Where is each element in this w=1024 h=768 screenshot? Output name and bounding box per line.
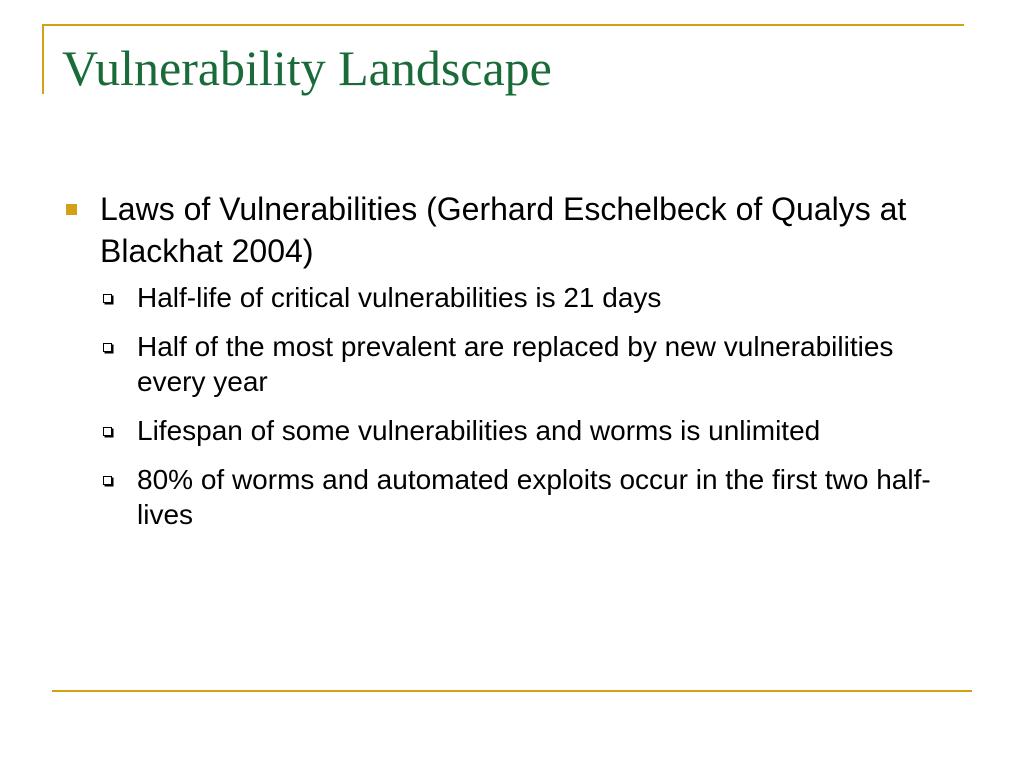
sub-bullet-text: 80% of worms and automated exploits occur in the first two half-lives — [137, 464, 931, 530]
hollow-square-bullet-icon — [103, 476, 112, 485]
hollow-square-bullet-icon — [103, 294, 112, 303]
sub-bullet-item — [62, 280, 962, 315]
sub-bullet-item — [62, 413, 962, 448]
frame-top-rule — [42, 24, 964, 26]
hollow-square-bullet-icon — [103, 427, 112, 436]
sub-bullet-text: Lifespan of some vulnerabilities and worms is unlimited — [137, 415, 821, 446]
square-bullet-icon — [66, 204, 77, 215]
sub-bullet-item — [62, 462, 962, 532]
bullet-item — [62, 188, 962, 272]
sub-bullet-text: Half-life of critical vulnerabilities is 21 days — [137, 282, 662, 313]
frame-left-rule — [42, 24, 44, 94]
footer-rule — [52, 690, 972, 692]
slide-title: Vulnerability Landscape — [62, 40, 552, 96]
hollow-square-bullet-icon — [103, 343, 112, 352]
sub-bullet-list — [62, 280, 962, 532]
slide-body — [62, 188, 962, 546]
sub-bullet-text: Half of the most prevalent are replaced by new vulnerabilities every year — [137, 331, 894, 397]
bullet-text: Laws of Vulnerabilities (Gerhard Eschelbeck of Qualys at Blackhat 2004) — [100, 191, 907, 269]
sub-bullet-item — [62, 329, 962, 399]
